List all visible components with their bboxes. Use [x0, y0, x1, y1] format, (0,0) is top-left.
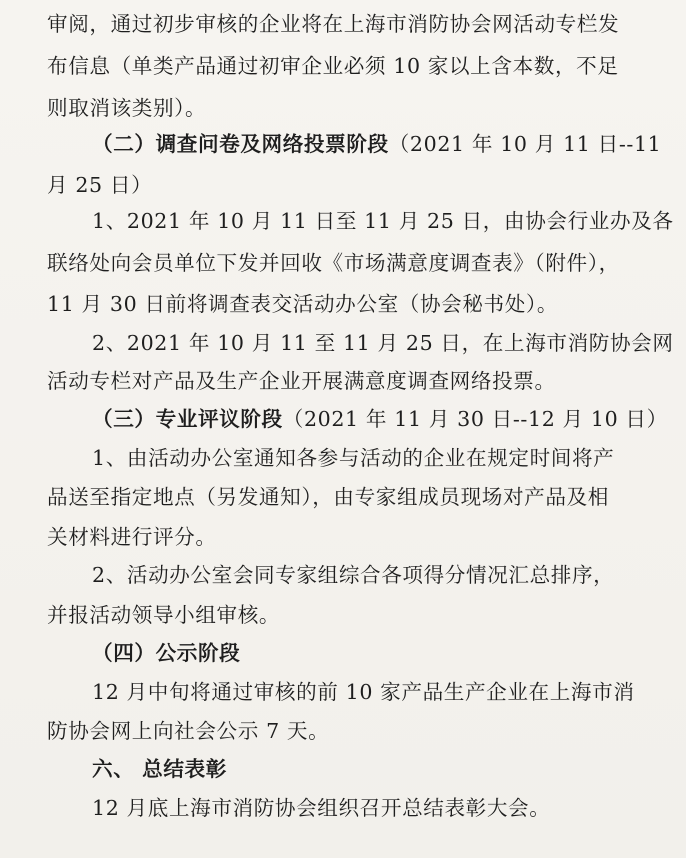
- text-line-15: 2、活动办公室会同专家组综合各项得分情况汇总排序，: [92, 563, 615, 587]
- text-line-2: 布信息（单类产品通过初审企业必须 10 家以上含本数，不足: [47, 54, 619, 78]
- section-heading-survey-dates: （2021 年 10 月 11 日--11: [388, 132, 662, 156]
- text-line-8: 11 月 30 日前将调查表交活动办公室（协会秘书处）。: [47, 292, 559, 316]
- section-heading-summary: 六、 总结表彰: [92, 757, 227, 781]
- text-line-14: 关材料进行评分。: [47, 525, 217, 549]
- text-line-9: 2、2021 年 10 月 11 至 11 月 25 日，在上海市消防协会网: [92, 331, 674, 355]
- section-heading-publicity: （四）公示阶段: [92, 641, 241, 665]
- text-line-21: 12 月底上海市消防协会组织召开总结表彰大会。: [92, 796, 551, 820]
- section-heading-review-dates: （2021 年 11 月 30 日--12 月 10 日）: [282, 407, 668, 431]
- text-line-16: 并报活动领导小组审核。: [47, 603, 281, 627]
- section-heading-review-title: （三）专业评议阶段: [92, 407, 283, 431]
- text-line-10: 活动专栏对产品及生产企业开展满意度调查网络投票。: [47, 369, 556, 393]
- text-line-19: 防协会网上向社会公示 7 天。: [47, 719, 330, 743]
- text-line-1: 审阅，通过初步审核的企业将在上海市消防协会网活动专栏发: [47, 12, 620, 36]
- text-line-18: 12 月中旬将通过审核的前 10 家产品生产企业在上海市消: [92, 680, 635, 704]
- text-line-5: 月 25 日）: [47, 173, 153, 197]
- section-heading-survey: [92, 123, 686, 165]
- text-line-7: 联络处向会员单位下发并回收《市场满意度调查表》（附件），: [47, 251, 620, 275]
- text-line-6: 1、2021 年 10 月 11 日至 11 月 25 日，由协会行业办及各: [92, 209, 674, 233]
- text-line-3: 则取消该类别）。: [47, 96, 207, 120]
- text-line-13: 品送至指定地点（另发通知），由专家组成员现场对产品及相: [47, 485, 609, 509]
- text-line-12: 1、由活动办公室通知各参与活动的企业在规定时间将产: [92, 446, 615, 470]
- section-heading-survey-title: （二）调查问卷及网络投票阶段: [92, 132, 389, 156]
- section-heading-review: [92, 398, 686, 440]
